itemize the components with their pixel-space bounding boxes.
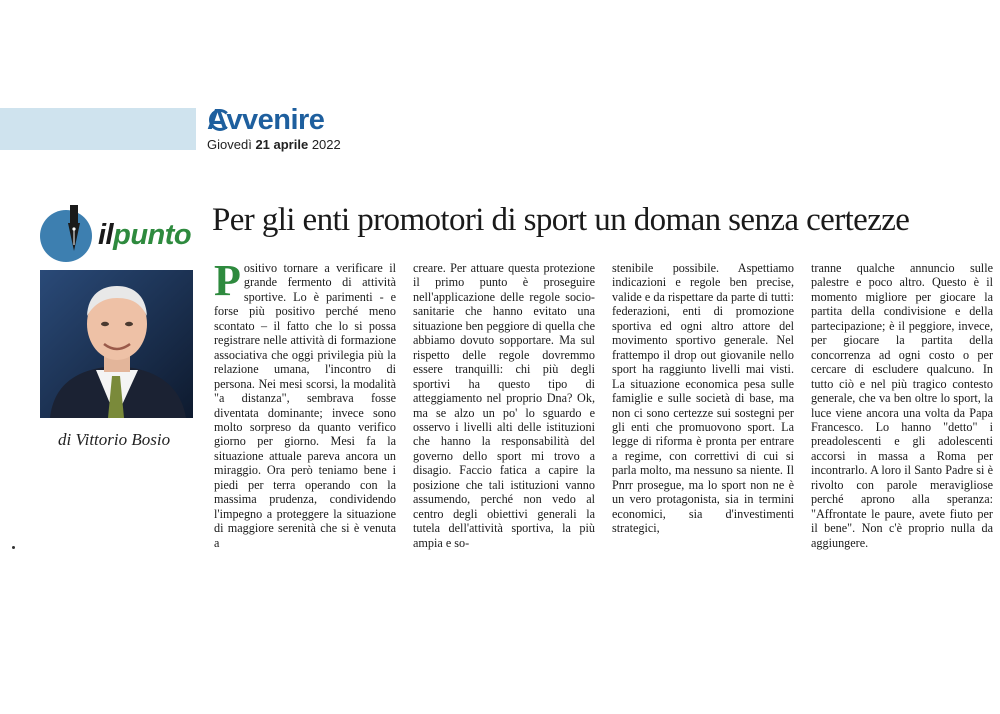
fountain-pen-icon	[66, 205, 82, 251]
drop-cap: P	[214, 256, 241, 305]
stray-dot	[12, 546, 15, 549]
rubric-title-il: il	[98, 219, 114, 251]
article-column-2	[413, 261, 595, 550]
rubric-il-punto	[40, 205, 210, 265]
article-headline: Per gli enti promotori di sport un doman senza certezze	[212, 202, 910, 238]
issue-date	[207, 137, 341, 152]
date-year: 2022	[311, 137, 341, 152]
column-2-text: creare. Per attuare questa protezione il primo punto è proseguire nell'applicazione delle regole socio-sanitarie che hanno evitato una situazione ben peggiore di quella che abbiamo dovuto sopportare. Ma sul rispetto delle regole dovremmo essere tranquilli: chi più degli sportivi ha questo tipo di atteggiamento nel proprio Dna? Ok, ma se alzo un po' lo sguardo e osservo i livelli alti delle istituzioni che hanno la responsabilità del governo dello sport mi trovo a disagio. Faccio fatica a capire la posizione che tali istituzioni vanno assumendo, perché non vedo al centro degli obiettivi generali la tutela dell'attività sportiva, la più ampia e so-	[413, 261, 595, 550]
article-column-4	[811, 261, 993, 550]
logo-swoosh-icon	[209, 109, 231, 131]
date-day-month: 21 aprile	[255, 137, 309, 152]
rubric-title-punto: punto	[113, 219, 192, 251]
column-3-text: stenibile possibile. Aspettiamo indicazioni e regole ben precise, valide e da rispettare da parte di tutti: federazioni, enti di promozione sportiva ed ogni altro attore del movimento sportivo generale. Nel frattempo il drop out giovanile nello sport ha raggiunto livelli mai visti. La situazione economica pesa sulle famiglie e sulle società di base, ma non ci sono certezze sui sostegni per gli enti che promuovono sport. La legge di riforma è pronta per entrare a regime, con correttivi di cui si parla molto, ma nessuno sa niente. Il Pnrr prosegue, ma lo sport non ne è un vero protagonista, sia in termini economici, sia d'investimenti strategici,	[612, 261, 794, 536]
logo-text: Avvenire	[207, 104, 325, 136]
rubric-title	[98, 219, 191, 252]
column-4-text: tranne qualche annuncio sulle palestre e poco altro. Questo è il momento migliore per giocare la partita della condivisione e della partecipazione; è il peggiore, invece, per giocare la partita della concorrenza ad ogni costo o per cercare di escludere qualcuno. In tutto ciò e nel più tragico contesto generale, che va ben oltre lo sport, la luce viene ancora una volta da Papa Francesco. Lo hanno "detto" i preadolescenti e gli adolescenti accorsi in massa a Roma per incontrarlo. A loro il Santo Padre si è rivolto con parole meravigliose perché aprono alla speranza: "Affrontate le paure, avete fiuto per il bene". Non c'è proprio nulla da aggiungere.	[811, 261, 993, 550]
newspaper-logo	[207, 103, 324, 137]
column-1-text: ositivo tornare a verificare il grande fermento di attività sportive. Lo è parimenti - e forse più positivo perché meno scontato – il fatto che lo si possa registrare nelle attività di formazione associativa che oggi privilegia più la relazione umana, l'incontro di persona. Nei mesi scorsi, la modalità "a distanza", sembrava fosse diventata dominante; invece sono molto sorpreso da quanto verifico giorno per giorno. Mesi fa la situazione attuale pareva ancora un miraggio. Ora però teniamo bene i piedi per terra operando con la massima prudenza, condividendo l'impegno a proteggere la situazione di maggiore serenità che si è venuta a	[214, 261, 396, 550]
author-photo	[40, 270, 193, 418]
masthead-band	[0, 108, 196, 150]
article-column-3	[612, 261, 794, 536]
author-portrait	[40, 270, 193, 418]
article-column-1	[214, 256, 396, 550]
author-byline: di Vittorio Bosio	[58, 430, 171, 449]
date-weekday: Giovedì	[207, 137, 252, 152]
